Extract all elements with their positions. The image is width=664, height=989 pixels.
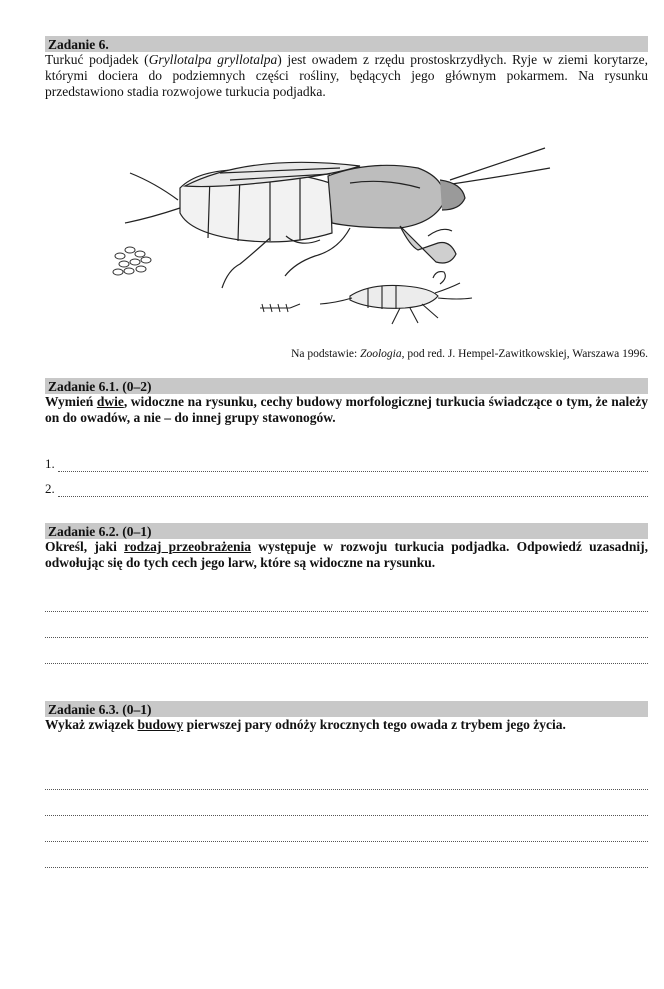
answer-line[interactable] <box>45 623 648 638</box>
task-6-1-header: Zadanie 6.1. (0–2) <box>45 378 648 394</box>
task-6-header: Zadanie 6. <box>45 36 648 52</box>
answer-line-2[interactable]: 2. <box>45 481 648 497</box>
answer-line[interactable] <box>45 827 648 842</box>
task-6-1-question: Wymień dwie, widoczne na rysunku, cechy budowy morfologicznej turkucia świadczące o tym, że należy on do owadów, a nie – do innej grupy stawonogów. <box>45 394 649 425</box>
task-6-intro: Turkuć podjadek (Gryllotalpa gryllotalpa) jest owadem z rzędu prostoskrzydłych. Ryje w ziemi korytarze, którymi dociera do podziemnych części rośliny, będących jego głównym pokarmem. Na rysunku przedstawiono stadia rozwojowe turkucia podjadka. <box>45 52 648 99</box>
answer-line[interactable] <box>45 775 648 790</box>
task-6-3-question: Wykaż związek budowy pierwszej pary odnóży krocznych tego owada z trybem jego życia. <box>45 717 566 732</box>
answer-line-1[interactable]: 1. <box>45 456 648 472</box>
task-6-2-question: Określ, jaki rodzaj przeobrażenia występuje w rozwoju turkucia podjadka. Odpowiedź uzasadnij, odwołując się do tych cech jego larw, które są widoczne na rysunku. <box>45 539 648 570</box>
mole-cricket-drawing <box>100 128 560 328</box>
figure-caption: Na podstawie: Zoologia, pod red. J. Hempel-Zawitkowskiej, Warszawa 1996. <box>291 348 648 360</box>
answer-line[interactable] <box>45 597 648 612</box>
answer-line[interactable] <box>45 801 648 816</box>
answer-line[interactable] <box>45 649 648 664</box>
answer-line[interactable] <box>45 853 648 868</box>
task-6-2-header: Zadanie 6.2. (0–1) <box>45 523 648 539</box>
task-6-3-header: Zadanie 6.3. (0–1) <box>45 701 648 717</box>
mole-cricket-illustration <box>100 128 560 328</box>
